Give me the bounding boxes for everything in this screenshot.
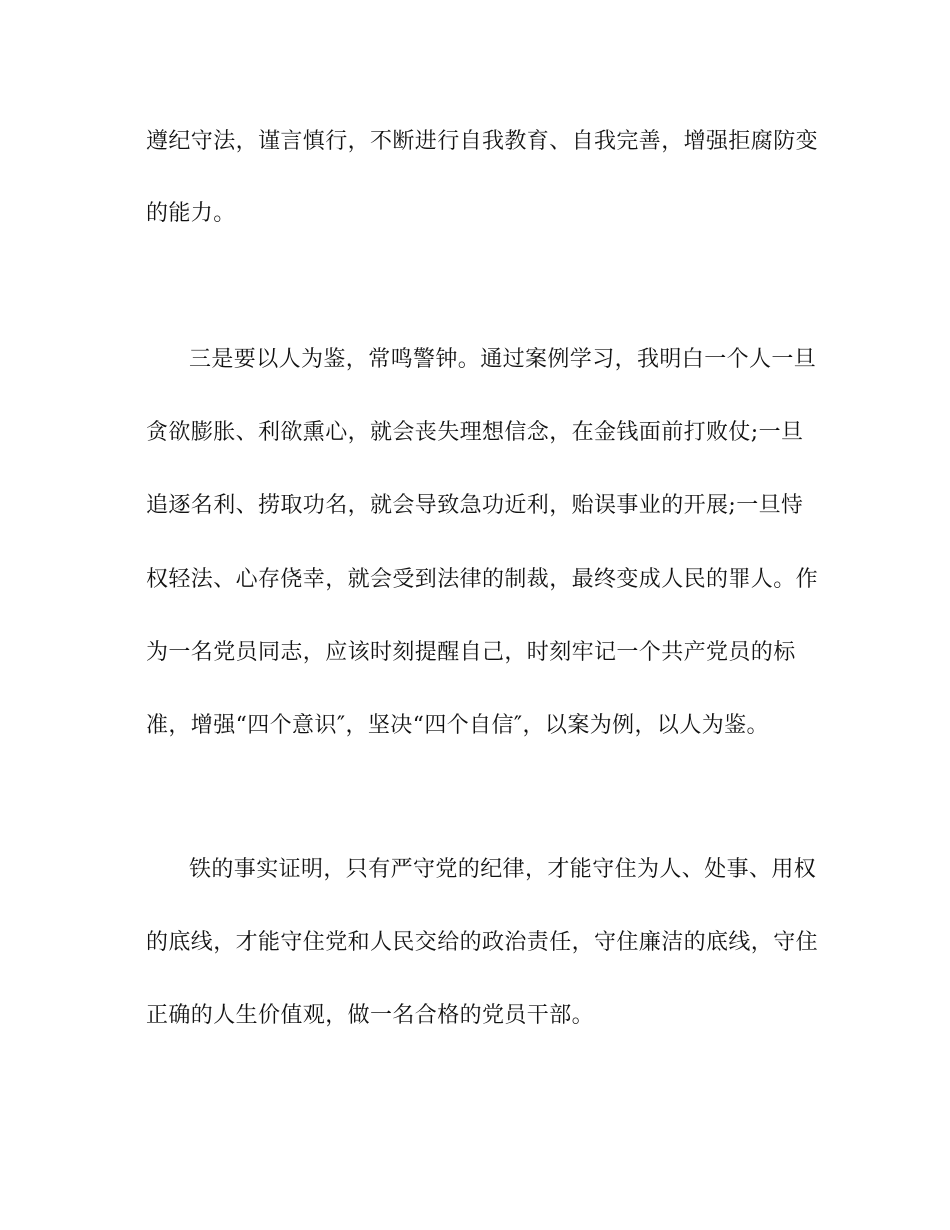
text-line: 铁的事实证明，只有严守党的纪律，才能守住为人、处事、用权 — [189, 857, 817, 882]
text-line: 三是要以人为鉴，常鸣警钟。通过案例学习，我明白一个人一旦 — [189, 347, 817, 372]
text-line: 追逐名利、捞取功名，就会导致急功近利，贻误事业的开展;一旦恃 — [146, 493, 804, 518]
text-line: 的底线，才能守住党和人民交给的政治责任，守住廉洁的底线，守住 — [146, 930, 819, 955]
text-line: 遵纪守法，谨言慎行，不断进行自我教育、自我完善，增强拒腐防变 — [146, 129, 819, 154]
text-line: 准，增强“四个意识″，坚决“四个自信″，以案为例，以人为鉴。 — [146, 713, 769, 738]
text-line: 的能力。 — [146, 201, 236, 226]
text-line: 贪欲膨胀、利欲熏心，就会丧失理想信念，在金钱面前打败仗;一旦 — [146, 420, 804, 445]
text-line: 为一名党员同志，应该时刻提醒自己，时刻牢记一个共产党员的标 — [146, 640, 796, 665]
text-line: 正确的人生价值观，做一名合格的党员干部。 — [146, 1003, 595, 1028]
text-line: 权轻法、心存侥幸，就会受到法律的制裁，最终变成人民的罪人。作 — [146, 567, 819, 592]
